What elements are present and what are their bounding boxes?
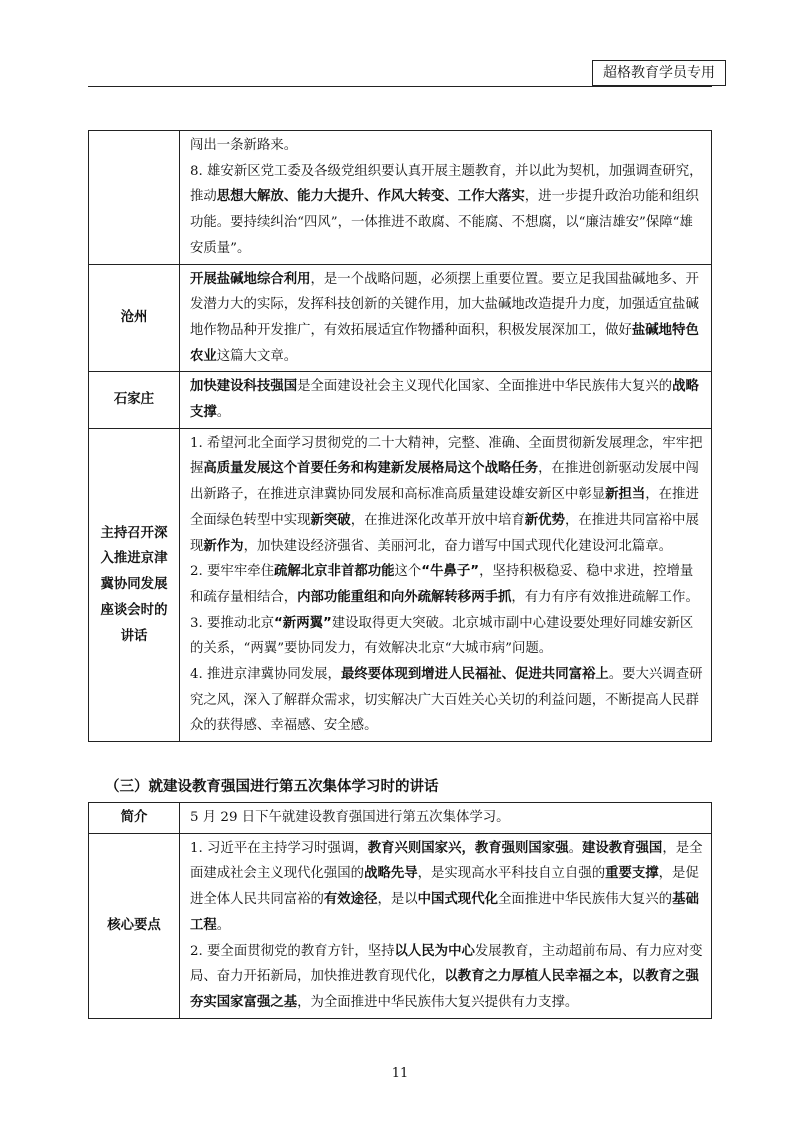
xiongan-content-cell xyxy=(180,131,712,265)
row-label: 沧州 xyxy=(89,264,180,372)
empty-label-cell xyxy=(89,131,180,265)
paragraph: 2. 要全面贯彻党的教育方针，坚持以人民为中心发展教育，主动超前布局、有力应对变局、奋力开拓新局，加快推进教育现代化，以教育之力厚植人民幸福之本，以教育之强夯实国家富强之基，为全面推进中华民族伟大复兴提供有力支撑。 xyxy=(190,943,703,1010)
paragraph: 3. 要推动北京“新两翼”建设取得更大突破。北京城市副中心建设要处理好同雄安新区的关系，“两翼”要协同发力，有效解决北京“大城市病”问题。 xyxy=(190,615,694,657)
table-row xyxy=(89,131,712,265)
section-heading: （三）就建设教育强国进行第五次集体学习时的讲话 xyxy=(105,779,439,795)
intro-content-cell xyxy=(180,803,712,834)
row-label: 核心要点 xyxy=(89,833,180,1018)
forum-content-cell xyxy=(180,428,712,741)
table-row xyxy=(89,264,712,372)
table-row xyxy=(89,372,712,428)
paragraph: 加快建设科技强国是全面建设社会主义现代化国家、全面推进中华民族伟大复兴的战略支撑。 xyxy=(190,379,699,421)
cangzhou-content-cell xyxy=(180,264,712,372)
paragraph: 4. 推进京津冀协同发展，最终要体现到增进人民福祉、促进共同富裕上。要大兴调查研究之风，深入了解群众需求，切实解决广大百姓关心关切的利益问题，不断提高人民群众的获得感、幸福感、安全感。 xyxy=(190,667,703,734)
paragraph: 开展盐碱地综合利用，是一个战略问题，必须摆上重要位置。要立足我国盐碱地多、开发潜力大的实际，发挥科技创新的关键作用，加大盐碱地改造提升力度，加强适宜盐碱地作物品种开发推广，有效拓展适宜作物播种面积，积极发展深加工，做好盐碱地特色农业这篇大文章。 xyxy=(190,271,699,364)
policy-table-2 xyxy=(88,802,712,1019)
paragraph: 5 月 29 日下午就建设教育强国进行第五次集体学习。 xyxy=(190,810,510,825)
row-label: 主持召开深入推进京津冀协同发展座谈会时的讲话 xyxy=(89,428,180,741)
row-label: 石家庄 xyxy=(89,372,180,428)
page-number: 11 xyxy=(391,1066,409,1081)
row-label: 简介 xyxy=(89,803,180,834)
paragraph: 2. 要牢牢牵住疏解北京非首都功能这个“牛鼻子”，坚持积极稳妥、稳中求进，控增量和疏存量相结合，内部功能重组和向外疏解转移两手抓，有力有序有效推进疏解工作。 xyxy=(190,564,699,605)
shijiazhuang-content-cell xyxy=(180,372,712,428)
paragraph: 1. 习近平在主持学习时强调，教育兴则国家兴，教育强则国家强。建设教育强国，是全面建成社会主义现代化强国的战略先导，是实现高水平科技自立自强的重要支撑，是促进全体人民共同富裕的有效途径，是以中国式现代化全面推进中华民族伟大复兴的基础工程。 xyxy=(190,840,703,933)
table-row xyxy=(89,833,712,1018)
header-label: 超格教育学员专用 xyxy=(592,60,726,86)
core-content-cell xyxy=(180,833,712,1018)
policy-table-1 xyxy=(88,130,712,742)
table-row xyxy=(89,803,712,834)
paragraph: 闯出一条新路来。 xyxy=(190,138,298,153)
paragraph: 8. 雄安新区党工委及各级党组织要认真开展主题教育，并以此为契机，加强调查研究，推动思想大解放、能力大提升、作风大转变、工作大落实，进一步提升政治功能和组织功能。要持续纠治“四风”，一体推进不敢腐、不能腐、不想腐，以“廉洁雄安”保障“雄安质量”。 xyxy=(190,163,703,256)
header-rule xyxy=(88,86,712,87)
table-row xyxy=(89,428,712,741)
paragraph: 1. 希望河北全面学习贯彻党的二十大精神，完整、准确、全面贯彻新发展理念，牢牢把握高质量发展这个首要任务和构建新发展格局这个战略任务，在推进创新驱动发展中闯出新路子，在推进京津冀协同发展和高标准高质量建设雄安新区中彰显新担当，在推进全面绿色转型中实现新突破，在推进深化改革开放中培育新优势，在推进共同富裕中展现新作为，加快建设经济强省、美丽河北，奋力谱写中国式现代化建设河北篇章。 xyxy=(190,435,703,554)
